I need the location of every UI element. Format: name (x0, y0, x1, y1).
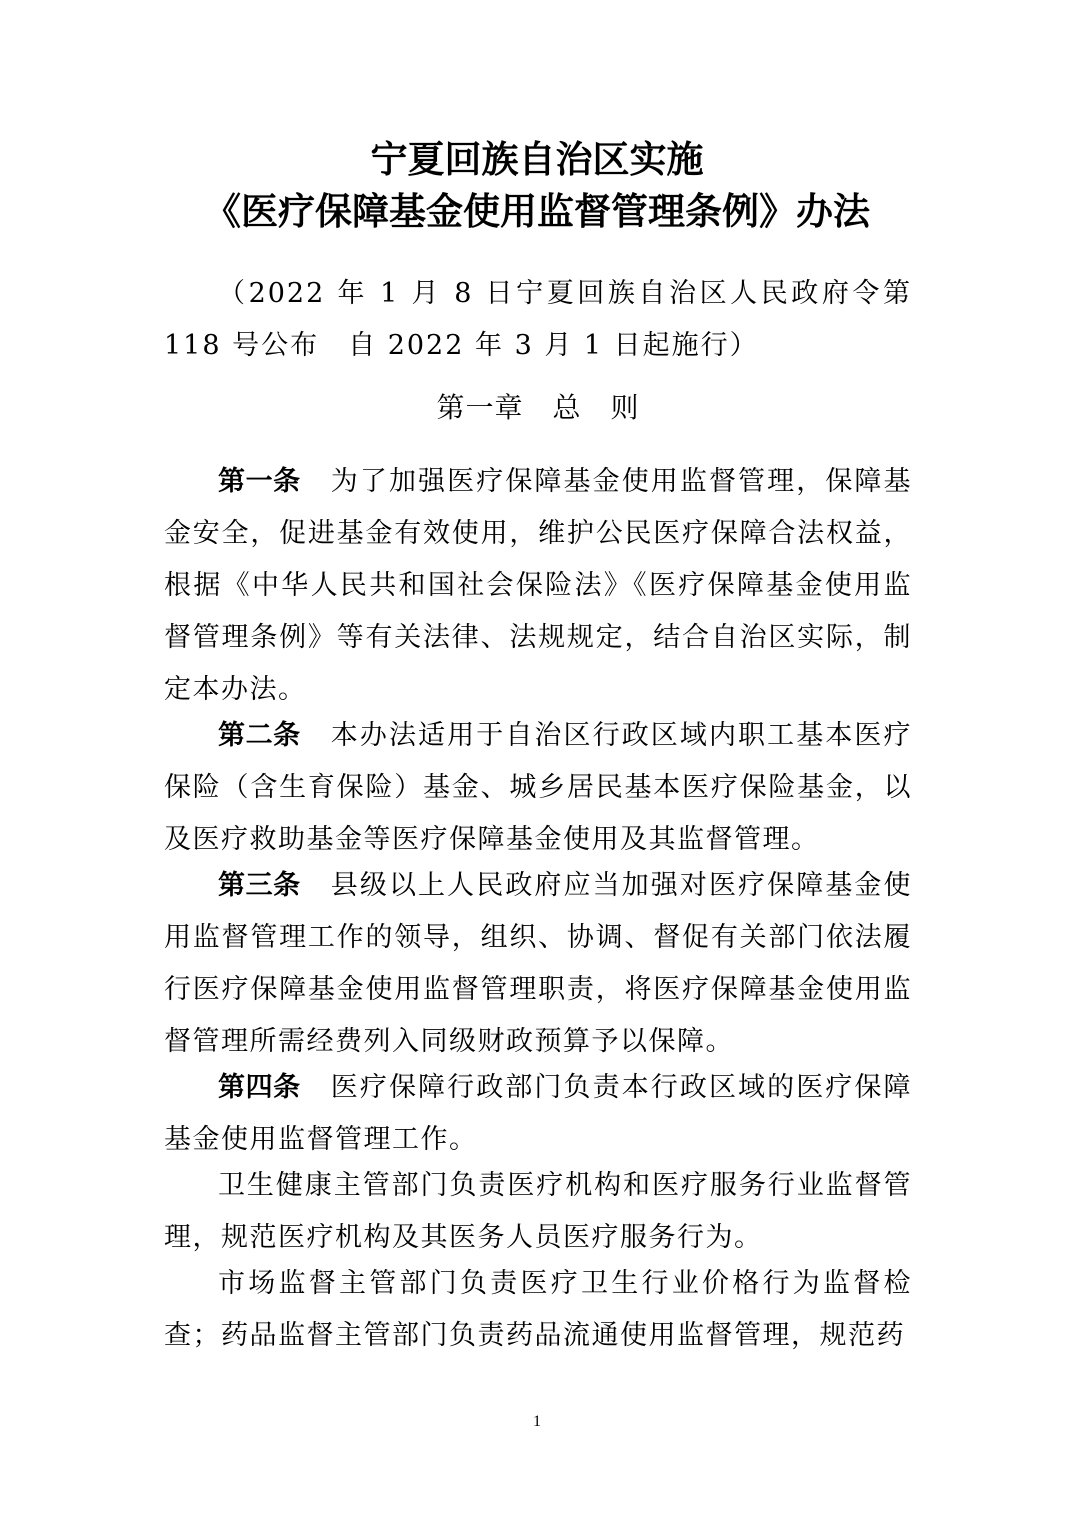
article-3 (164, 860, 912, 1068)
article-4-text: 医疗保障行政部门负责本行政区域的医疗保障基金使用监督管理工作。 (164, 1072, 913, 1155)
article-3-label: 第三条 (218, 870, 301, 901)
page-number: 1 (533, 1413, 541, 1430)
article-2-text: 本办法适用于自治区行政区域内职工基本医疗保险（含生育保险）基金、城乡居民基本医疗保险基金，以及医疗救助基金等医疗保障基金使用及其监督管理。 (164, 720, 913, 855)
article-1-text: 为了加强医疗保障基金使用监督管理，保障基金安全，促进基金有效使用，维护公民医疗保障合法权益，根据《中华人民共和国社会保险法》《医疗保障基金使用监督管理条例》等有关法律、法规规定，结合自治区实际，制定本办法。 (164, 466, 913, 705)
article-4-label: 第四条 (218, 1072, 301, 1103)
promulgation-note: （2022 年 1 月 8 日宁夏回族自治区人民政府令第 118 号公布 自 2022 年 3 月 1 日起施行） (164, 278, 912, 361)
document-title-line1: 宁夏回族自治区实施 (370, 137, 704, 181)
paragraph-market-dept: 市场监督主管部门负责医疗卫生行业价格行为监督检查；药品监督主管部门负责药品流通使用监督管理，规范药 (164, 1268, 912, 1351)
article-4 (164, 1062, 912, 1166)
article-3-text: 县级以上人民政府应当加强对医疗保障基金使用监督管理工作的领导，组织、协调、督促有关部门依法履行医疗保障基金使用监督管理职责，将医疗保障基金使用监督管理所需经费列入同级财政预算予以保障。 (164, 870, 913, 1057)
chapter-heading: 第一章 总 则 (436, 391, 640, 424)
article-1-label: 第一条 (218, 466, 301, 497)
article-2 (164, 710, 912, 866)
document-title-line2: 《医疗保障基金使用监督管理条例》办法 (204, 189, 870, 233)
article-2-label: 第二条 (218, 720, 301, 751)
paragraph-health-dept: 卫生健康主管部门负责医疗机构和医疗服务行业监督管理，规范医疗机构及其医务人员医疗服务行为。 (164, 1170, 912, 1253)
article-1 (164, 456, 912, 716)
